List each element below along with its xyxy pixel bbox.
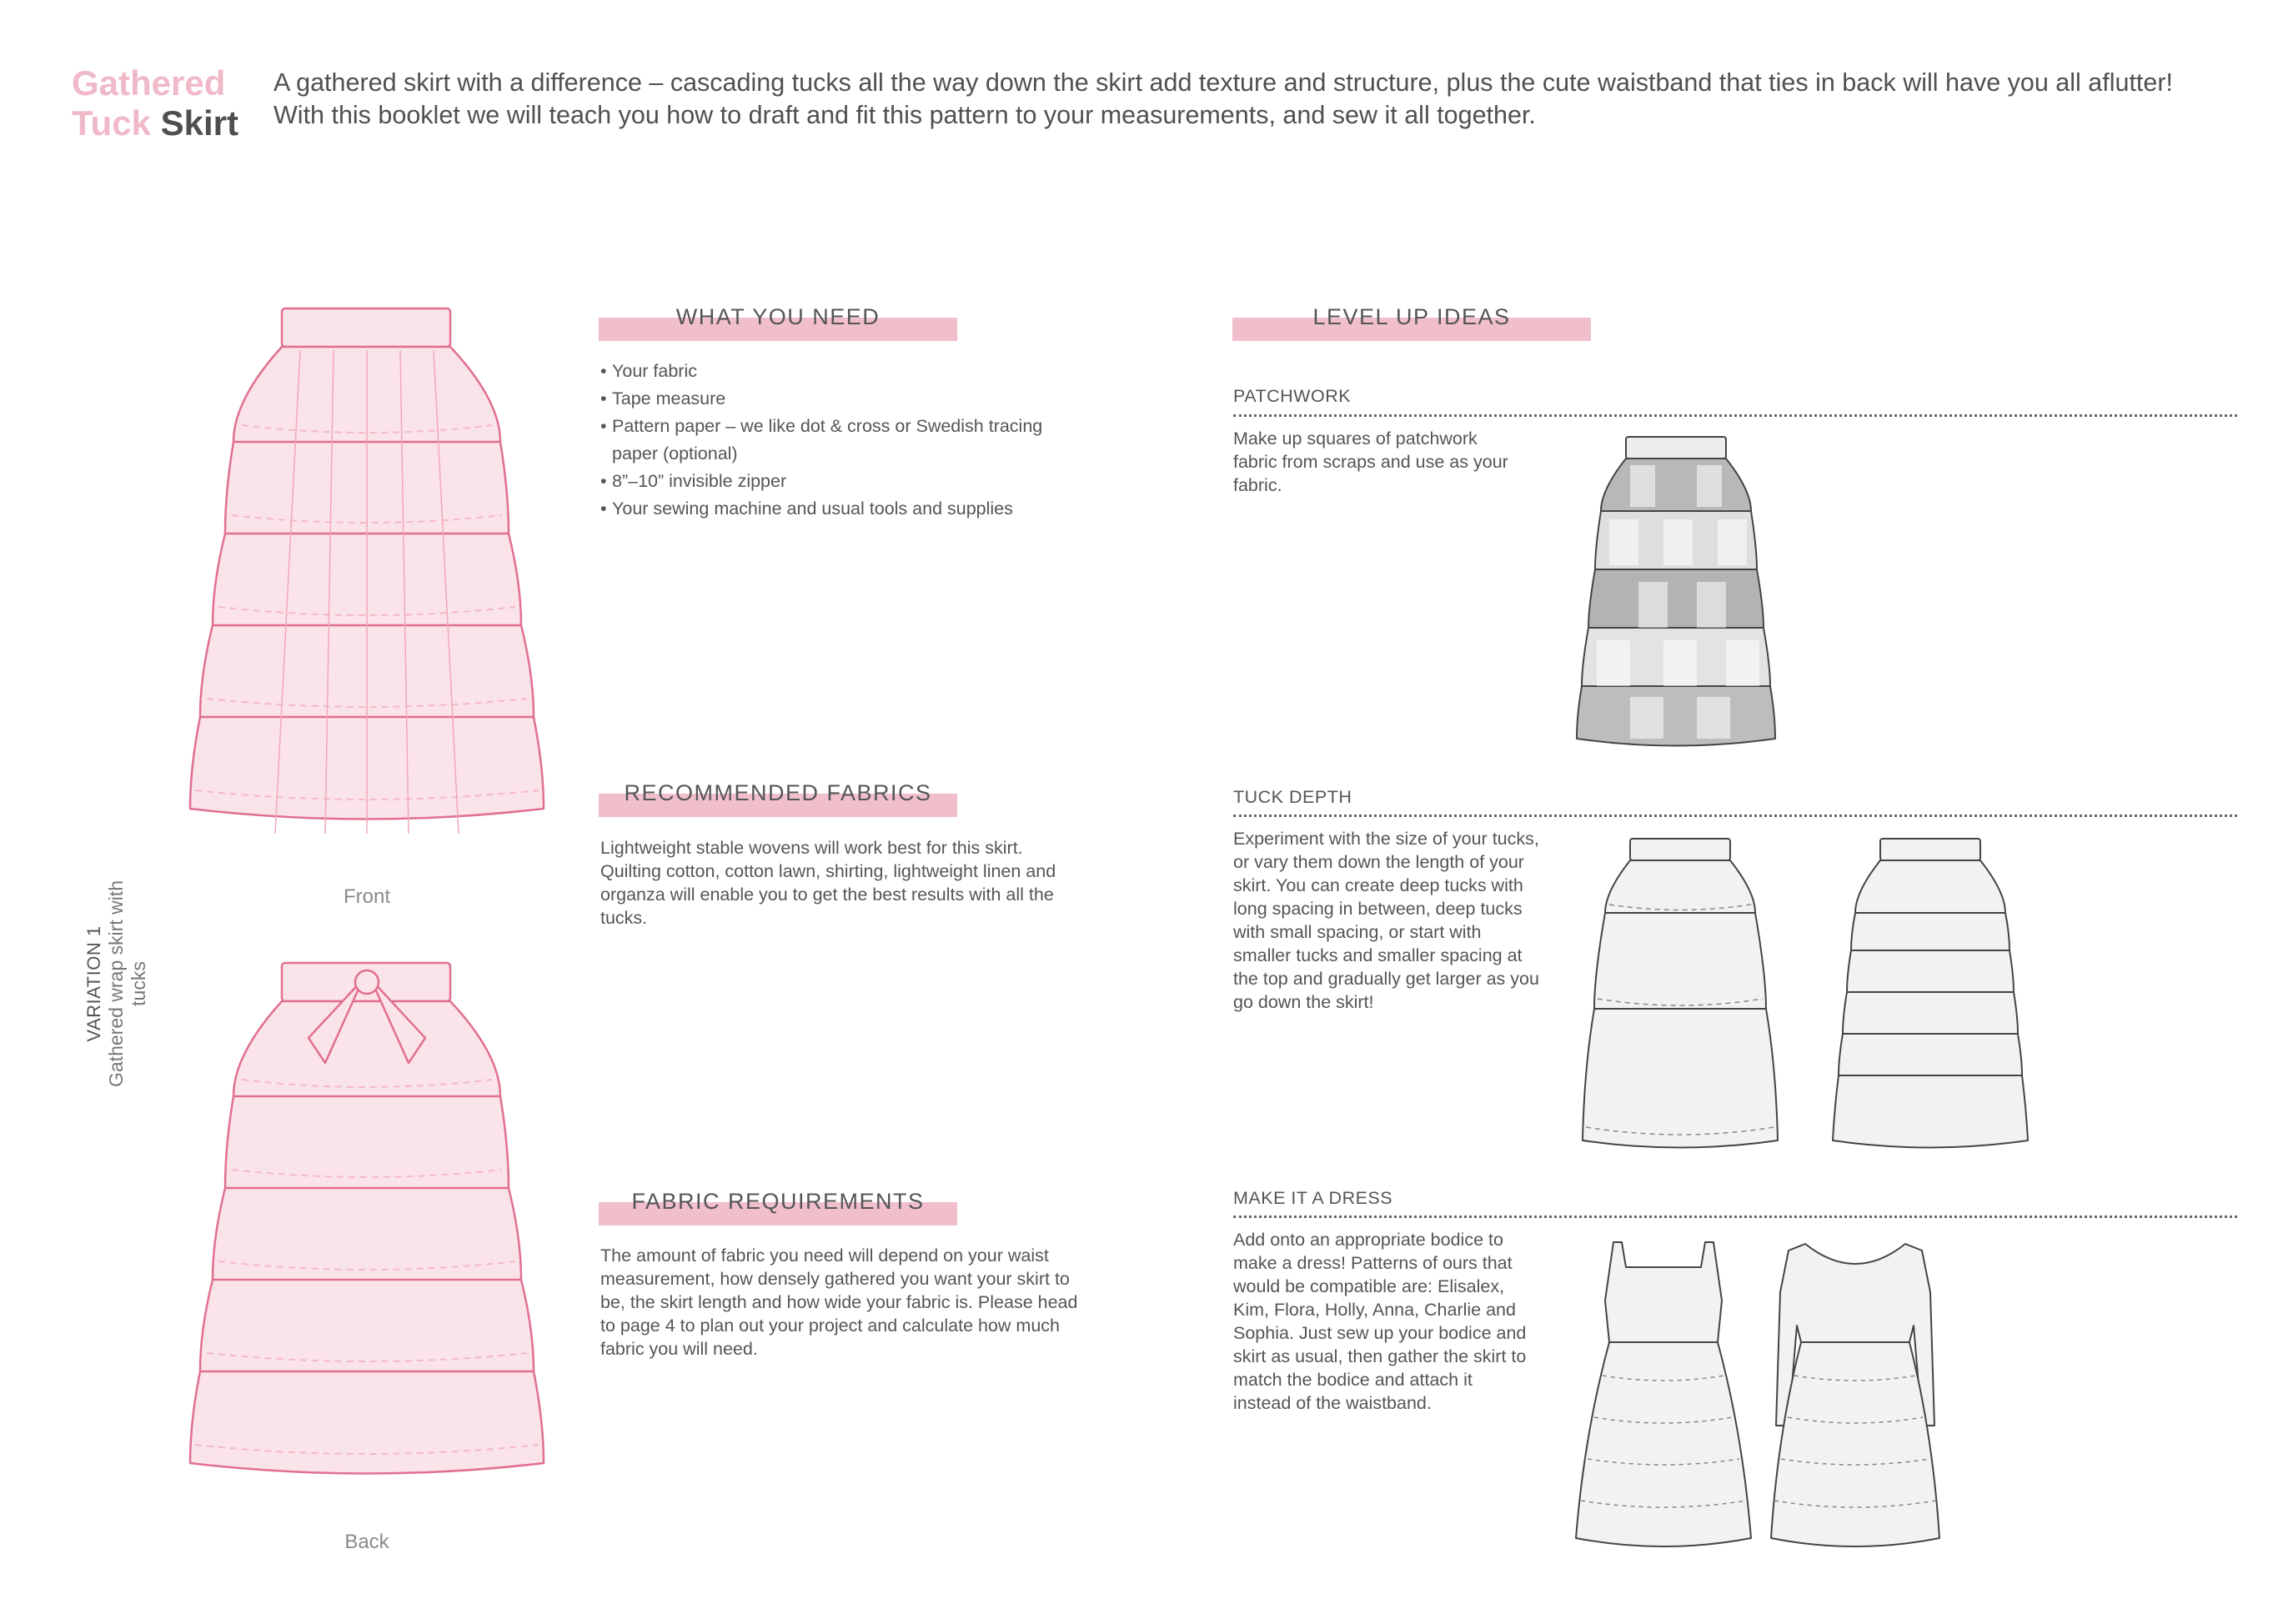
sleeveless-dress-illustration <box>1568 1234 1759 1555</box>
back-caption: Back <box>344 1531 389 1553</box>
what-you-need-list <box>600 358 1067 523</box>
deep-tucks-skirt-illustration <box>1576 834 1784 1155</box>
heading-text: LEVEL UP IDEAS <box>1312 304 1511 329</box>
what-you-need-heading <box>599 304 957 341</box>
heading-text: WHAT YOU NEED <box>675 304 881 329</box>
heading-text: FABRIC REQUIREMENTS <box>631 1189 925 1214</box>
brand-title <box>72 63 238 143</box>
fabric-requirements-text: The amount of fabric you need will depend on your waist measurement, how densely gathered you want your skirt to be, the skirt length and how wide your fabric is. Please head to page 4 to plan out your project and calculate how much fabric you will need. <box>600 1246 1078 1359</box>
make-dress-text: Add onto an appropriate bodice to make a dress! Patterns of ours that would be compatible are: Elisalex, Kim, Flora, Holly, Anna, Charlie and Sophia. Just sew up your bodice and skirt as usual, then gather the skirt to match the bodice and attach it instead of the waistband. <box>1233 1230 1527 1413</box>
heading-text: RECOMMENDED FABRICS <box>624 780 932 805</box>
brand-word-skirt: Skirt <box>160 103 238 143</box>
tuck-depth-title: TUCK DEPTH <box>1233 787 1352 807</box>
variation-side-label <box>83 859 183 1109</box>
front-caption: Front <box>343 885 390 908</box>
brand-word-gathered: Gathered <box>72 63 226 103</box>
back-skirt-illustration <box>175 955 559 1530</box>
recommended-fabrics-heading <box>599 780 957 817</box>
patchwork-text: Make up squares of patchwork fabric from scraps and use as your fabric. <box>1233 429 1508 495</box>
recommended-fabrics-text: Lightweight stable wovens will work best for this skirt. Quilting cotton, cotton lawn, shirting, lightweight linen and organza will enable you to get the best results with all the tucks. <box>600 838 1056 928</box>
tuck-depth-text: Experiment with the size of your tucks, or vary them down the length of your skirt. You can create deep tucks with long spacing in between, deep tucks with small spacing, or start with smaller tucks and smaller spacing at the top and gradually get larger as you go down the skirt! <box>1233 829 1539 1012</box>
patchwork-divider <box>1233 414 2237 417</box>
long-sleeve-dress-illustration <box>1759 1234 1951 1555</box>
list-item: • Pattern paper – we like dot & cross or Swedish tracing paper (optional) <box>600 413 1067 468</box>
variation-subtitle: Gathered wrap skirt with tucks <box>105 880 149 1087</box>
fabric-requirements-heading <box>599 1189 957 1226</box>
variation-label: VARIATION 1 <box>83 925 104 1042</box>
list-item: • Tape measure <box>600 385 1067 413</box>
intro-paragraph: A gathered skirt with a difference – cascading tucks all the way down the skirt add texture and structure, plus the cute waistband that ties in back will have you all aflutter! With this booklet we will teach you how to draft and fit this pattern to your measurements, and sew it all together. <box>273 68 2173 129</box>
patchwork-skirt-illustration <box>1572 432 1780 753</box>
list-item: • 8”–10” invisible zipper <box>600 468 1067 495</box>
list-item: • Your fabric <box>600 358 1067 385</box>
tuck-depth-divider <box>1233 815 2237 817</box>
make-dress-divider <box>1233 1215 2237 1218</box>
patchwork-title: PATCHWORK <box>1233 386 1352 406</box>
front-skirt-illustration <box>175 300 559 875</box>
brand-word-tuck: Tuck <box>72 103 151 143</box>
level-up-heading <box>1232 304 1591 341</box>
small-tucks-skirt-illustration <box>1826 834 2035 1155</box>
list-item: • Your sewing machine and usual tools and supplies <box>600 495 1067 523</box>
make-dress-title: MAKE IT A DRESS <box>1233 1188 1393 1208</box>
